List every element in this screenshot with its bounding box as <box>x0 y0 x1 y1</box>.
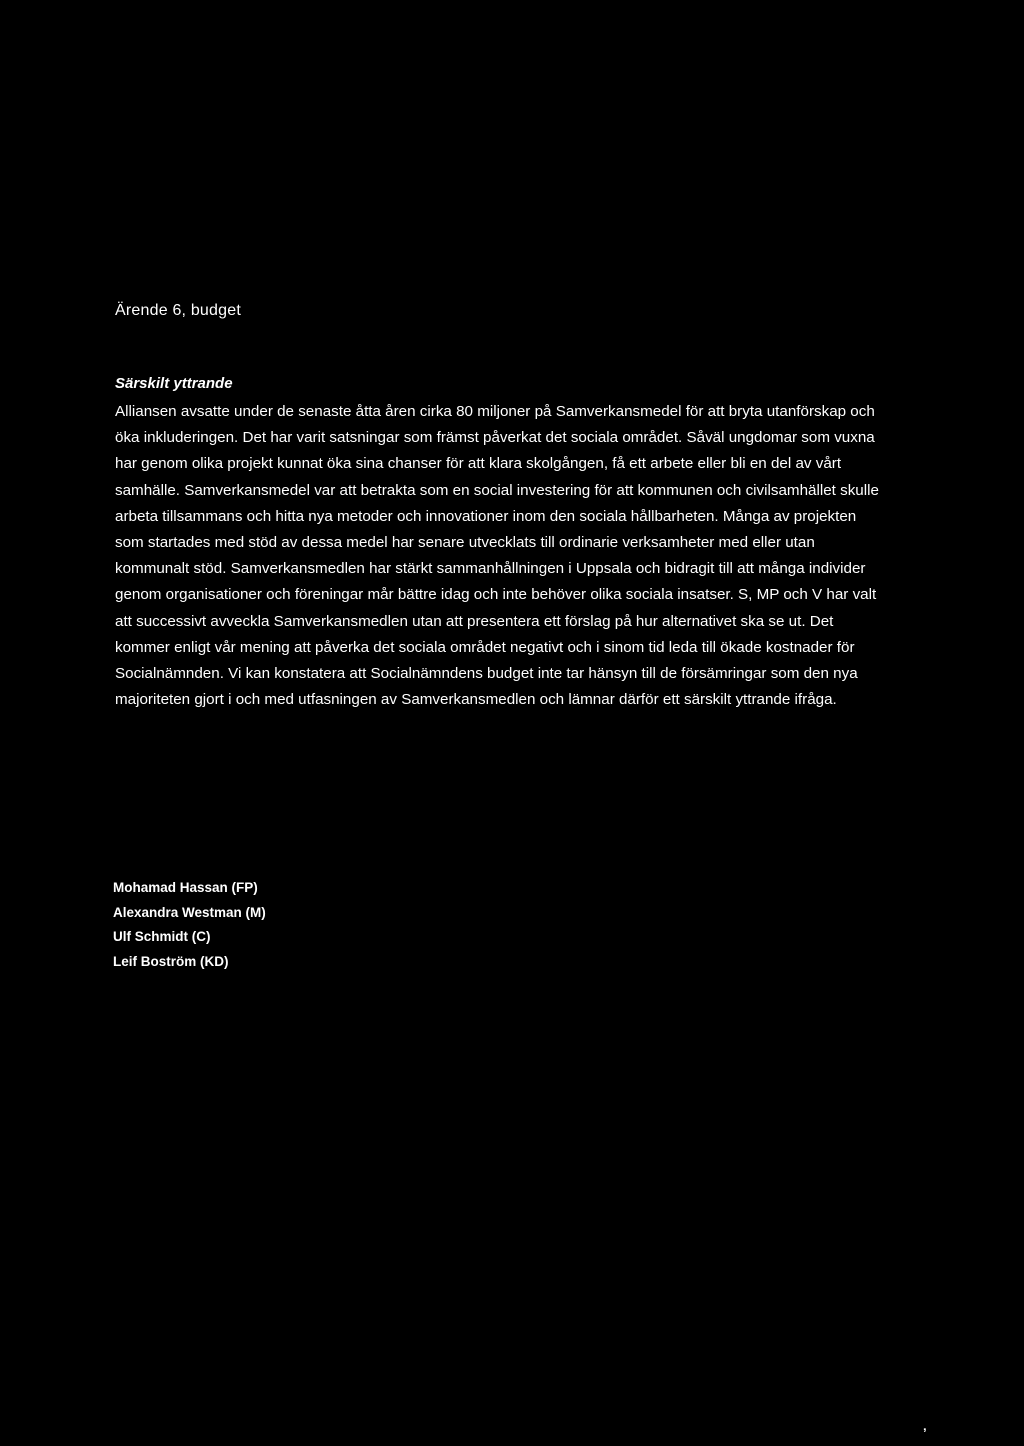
document-heading: Ärende 6, budget <box>115 302 241 319</box>
section-title: Särskilt yttrande <box>115 375 233 392</box>
signatory-1: Mohamad Hassan (FP) <box>113 880 258 895</box>
signatory-list <box>113 876 266 974</box>
signatory-2: Alexandra Westman (M) <box>113 904 266 920</box>
statement-body: Alliansen avsatte under de senaste åtta åren cirka 80 miljoner på Samverkansmedel för att bryta utanförskap och öka inkluderingen. Det har varit satsningar som främst påverkat det sociala området. Såväl ungdomar som vuxna har genom olika projekt kunnat öka sina chanser för att klara skolgången, få ett arbete eller bli en del av vårt samhälle. Samverkansmedel var att betrakta som en social investering för att kommunen och civilsamhället skulle arbeta tillsammans och hitta nya metoder och innovationer inom den sociala hållbarheten. Många av projekten som startades med stöd av dessa medel har senare utvecklats till ordinarie verksamheter med eller utan kommunalt stöd. Samverkansmedlen har stärkt sammanhållningen i Uppsala och bidragit till att många individer genom organisationer och föreningar mår bättre idag och inte behöver olika sociala insatser. S, MP och V har valt att successivt avveckla Samverkansmedlen utan att presentera ett förslag på hur alternativet ska se ut. Det kommer enligt vår mening att påverka det sociala området negativt och i sinom tid leda till ökade kostnader för Socialnämnden. Vi kan konstatera att Socialnämndens budget inte tar hänsyn till de försämringar som den nya majoriteten gjort i och med utfasningen av Samverkansmedlen och lämnar därför ett särskilt yttrande ifråga. <box>115 403 879 709</box>
signatory-3: Ulf Schmidt (C) <box>113 929 211 944</box>
signatory-4: Leif Boström (KD) <box>113 953 229 969</box>
corner-mark: ‚ <box>923 1418 927 1433</box>
